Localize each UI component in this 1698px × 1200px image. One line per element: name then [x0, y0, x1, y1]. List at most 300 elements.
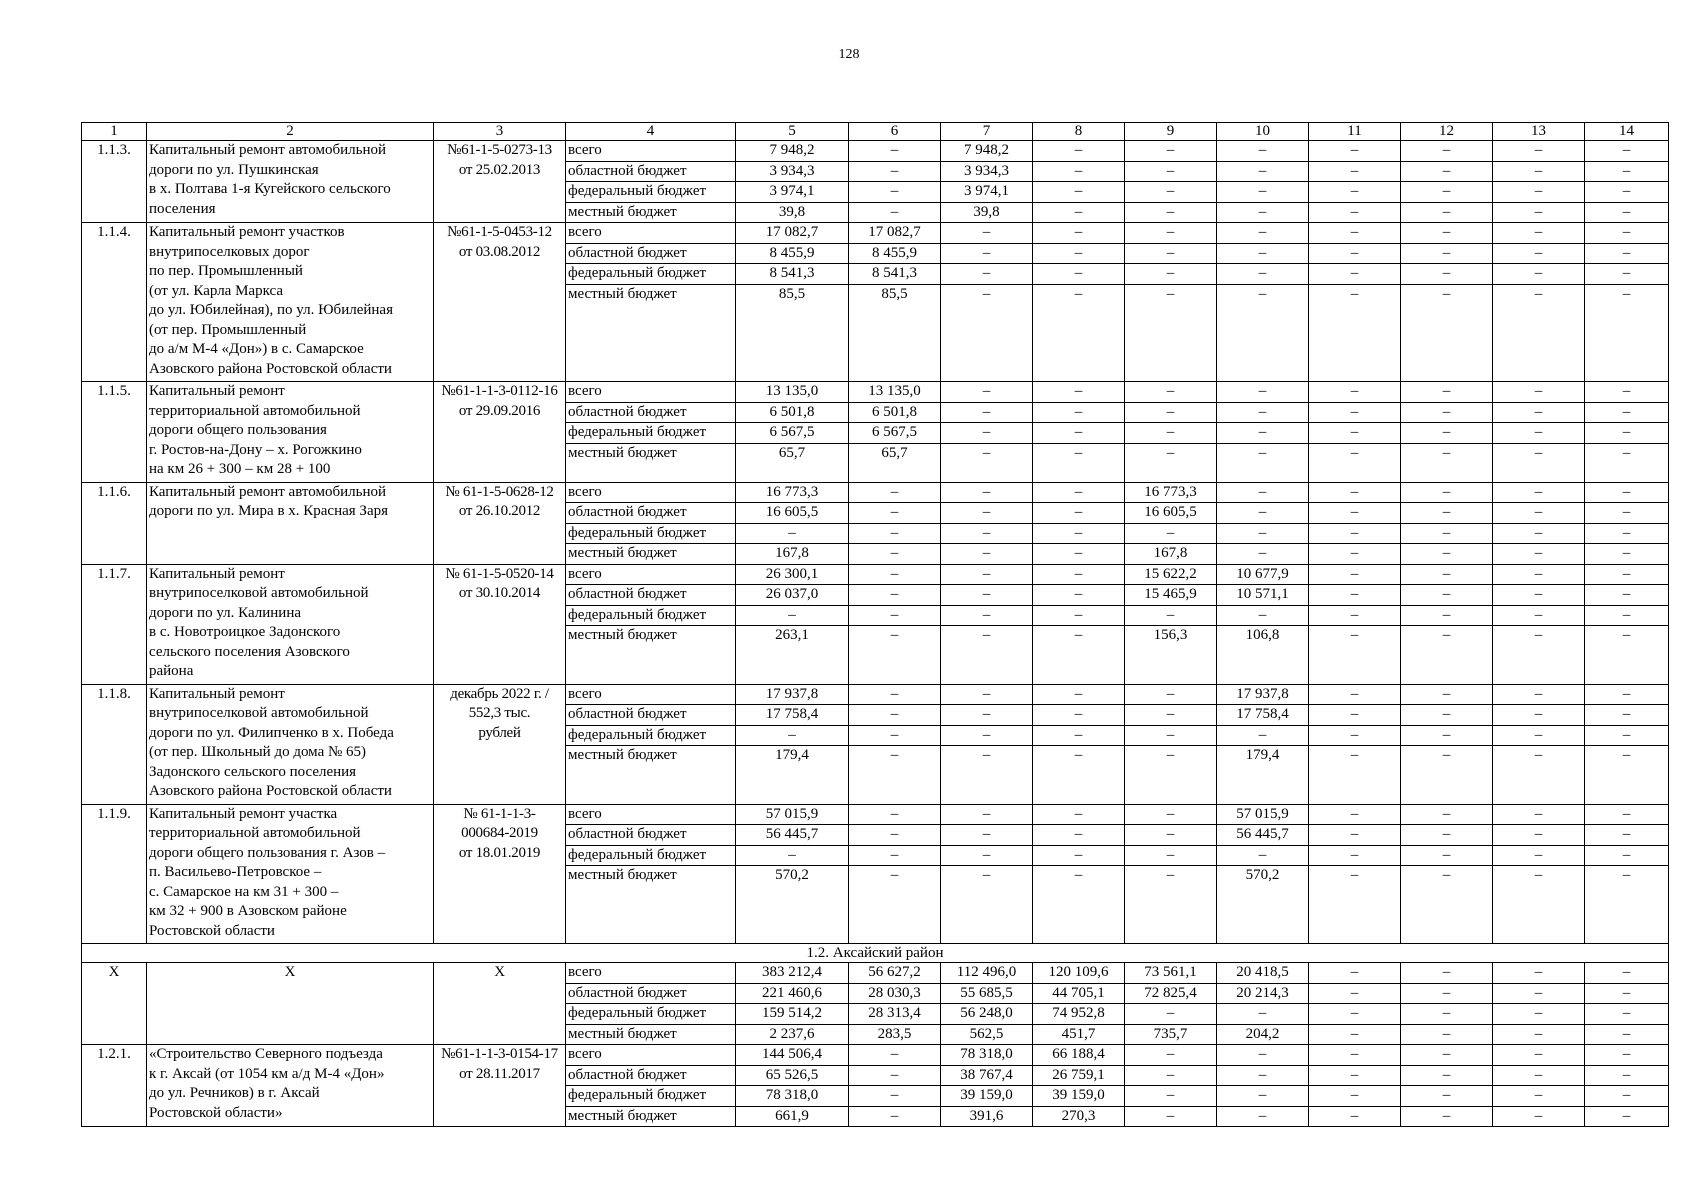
- value-cell: –: [1309, 243, 1401, 264]
- text-line: до ул. Речников) в г. Аксай: [149, 1085, 320, 1101]
- table-row: [82, 223, 1669, 244]
- value-cell: –: [1125, 725, 1217, 746]
- value-cell: –: [1493, 804, 1585, 825]
- column-number-1: 1: [82, 123, 147, 141]
- table-row: [82, 382, 1669, 403]
- item-name: [147, 223, 434, 382]
- value-cell: –: [1125, 523, 1217, 544]
- value-cell: –: [1309, 402, 1401, 423]
- funding-source: местный бюджет: [566, 544, 736, 565]
- value-cell: –: [1401, 705, 1493, 726]
- value-cell: –: [1217, 845, 1309, 866]
- text-line: от 28.11.2017: [459, 1065, 540, 1082]
- value-cell: –: [1217, 503, 1309, 524]
- text-line: Капитальный ремонт автомобильной: [149, 142, 387, 158]
- value-cell: –: [1309, 223, 1401, 244]
- item-document: [434, 141, 566, 223]
- value-cell: –: [1217, 482, 1309, 503]
- funding-source: федеральный бюджет: [566, 845, 736, 866]
- value-cell: 38 767,4: [941, 1065, 1033, 1086]
- value-cell: 7 948,2: [941, 141, 1033, 162]
- value-cell: 156,3: [1125, 626, 1217, 685]
- value-cell: –: [1033, 866, 1125, 944]
- value-cell: –: [849, 202, 941, 223]
- funding-source: областной бюджет: [566, 705, 736, 726]
- value-cell: 17 937,8: [736, 684, 849, 705]
- value-cell: –: [1585, 963, 1669, 984]
- value-cell: –: [1309, 141, 1401, 162]
- value-cell: 56 445,7: [736, 825, 849, 846]
- value-cell: –: [1493, 141, 1585, 162]
- value-cell: 2 237,6: [736, 1024, 849, 1045]
- item-document: [434, 684, 566, 804]
- value-cell: 3 934,3: [941, 161, 1033, 182]
- value-cell: 15 622,2: [1125, 564, 1217, 585]
- text-line: дороги общего пользования г. Азов –: [149, 844, 386, 861]
- text-line: г. Ростов-на-Дону – х. Рогожкино: [149, 441, 362, 458]
- funding-source: местный бюджет: [566, 443, 736, 482]
- column-number-5: 5: [736, 123, 849, 141]
- text-line: по пер. Промышленный: [149, 263, 303, 279]
- value-cell: 167,8: [1125, 544, 1217, 565]
- value-cell: –: [1585, 423, 1669, 444]
- value-cell: –: [1309, 585, 1401, 606]
- value-cell: –: [849, 825, 941, 846]
- value-cell: –: [1217, 182, 1309, 203]
- text-line: дороги по ул. Пушкинская: [149, 161, 319, 178]
- value-cell: –: [1401, 264, 1493, 285]
- value-cell: –: [941, 503, 1033, 524]
- value-cell: –: [1585, 1004, 1669, 1025]
- value-cell: 270,3: [1033, 1106, 1125, 1127]
- value-cell: –: [1033, 705, 1125, 726]
- value-cell: –: [1309, 482, 1401, 503]
- table-row: [82, 482, 1669, 503]
- value-cell: 85,5: [736, 284, 849, 382]
- value-cell: –: [1493, 223, 1585, 244]
- value-cell: –: [1493, 1024, 1585, 1045]
- value-cell: 78 318,0: [941, 1045, 1033, 1066]
- value-cell: –: [1033, 544, 1125, 565]
- item-document: [434, 223, 566, 382]
- item-document: [434, 1045, 566, 1127]
- text-line: Ростовской области»: [149, 1104, 283, 1121]
- value-cell: –: [941, 866, 1033, 944]
- value-cell: –: [1309, 845, 1401, 866]
- value-cell: –: [1125, 1045, 1217, 1066]
- value-cell: –: [1309, 825, 1401, 846]
- value-cell: 17 758,4: [1217, 705, 1309, 726]
- value-cell: –: [1309, 182, 1401, 203]
- value-cell: –: [1217, 725, 1309, 746]
- value-cell: –: [1217, 202, 1309, 223]
- value-cell: –: [849, 1086, 941, 1107]
- value-cell: –: [941, 382, 1033, 403]
- value-cell: –: [941, 725, 1033, 746]
- value-cell: –: [1125, 382, 1217, 403]
- value-cell: –: [1309, 684, 1401, 705]
- value-cell: –: [1217, 443, 1309, 482]
- value-cell: –: [1493, 264, 1585, 285]
- text-line: до ул. Юбилейная), по ул. Юбилейная: [149, 302, 393, 318]
- value-cell: 56 248,0: [941, 1004, 1033, 1025]
- text-line: № 61-1-5-0628-12: [445, 483, 554, 500]
- value-cell: –: [1125, 825, 1217, 846]
- value-cell: –: [1125, 1004, 1217, 1025]
- section-title: 1.2. Аксайский район: [82, 944, 1669, 963]
- item-number: 1.1.7.: [82, 564, 147, 684]
- item-name: [147, 804, 434, 944]
- value-cell: –: [1585, 1086, 1669, 1107]
- text-line: дороги по ул. Калинина: [149, 604, 302, 621]
- value-cell: –: [1585, 503, 1669, 524]
- text-line: (от пер. Школьный до дома № 65): [149, 744, 367, 760]
- value-cell: 6 501,8: [849, 402, 941, 423]
- value-cell: –: [941, 825, 1033, 846]
- item-number: 1.1.3.: [82, 141, 147, 223]
- value-cell: –: [1493, 983, 1585, 1004]
- value-cell: –: [1401, 825, 1493, 846]
- value-cell: –: [1401, 382, 1493, 403]
- item-number: 1.1.4.: [82, 223, 147, 382]
- value-cell: 13 135,0: [736, 382, 849, 403]
- value-cell: –: [1033, 382, 1125, 403]
- value-cell: –: [1401, 1106, 1493, 1127]
- item-number: 1.1.6.: [82, 482, 147, 564]
- value-cell: –: [1125, 746, 1217, 805]
- value-cell: –: [1493, 544, 1585, 565]
- value-cell: –: [849, 804, 941, 825]
- column-number-13: 13: [1493, 123, 1585, 141]
- value-cell: 66 188,4: [1033, 1045, 1125, 1066]
- item-document: [434, 963, 566, 1045]
- funding-source: местный бюджет: [566, 1106, 736, 1127]
- value-cell: –: [1493, 585, 1585, 606]
- value-cell: –: [1125, 684, 1217, 705]
- value-cell: 661,9: [736, 1106, 849, 1127]
- text-line: внутрипоселковой автомобильной: [149, 585, 369, 601]
- value-cell: –: [1401, 223, 1493, 244]
- value-cell: –: [1125, 264, 1217, 285]
- value-cell: –: [1493, 825, 1585, 846]
- value-cell: –: [1401, 564, 1493, 585]
- value-cell: –: [1125, 284, 1217, 382]
- item-document: [434, 804, 566, 944]
- value-cell: –: [1401, 243, 1493, 264]
- value-cell: –: [1401, 503, 1493, 524]
- value-cell: –: [1401, 626, 1493, 685]
- value-cell: 13 135,0: [849, 382, 941, 403]
- value-cell: 78 318,0: [736, 1086, 849, 1107]
- text-line: № 61-1-1-3-: [463, 805, 536, 822]
- value-cell: –: [1401, 544, 1493, 565]
- value-cell: –: [849, 523, 941, 544]
- value-cell: –: [1217, 141, 1309, 162]
- value-cell: 57 015,9: [1217, 804, 1309, 825]
- column-number-4: 4: [566, 123, 736, 141]
- funding-source: областной бюджет: [566, 983, 736, 1004]
- value-cell: –: [1033, 523, 1125, 544]
- column-number-7: 7: [941, 123, 1033, 141]
- value-cell: –: [941, 423, 1033, 444]
- text-line: от 29.09.2016: [458, 402, 541, 419]
- value-cell: 204,2: [1217, 1024, 1309, 1045]
- text-line: Х: [494, 964, 505, 980]
- value-cell: –: [1309, 503, 1401, 524]
- funding-source: местный бюджет: [566, 866, 736, 944]
- text-line: Капитальный ремонт: [149, 565, 285, 582]
- value-cell: –: [941, 482, 1033, 503]
- value-cell: –: [849, 585, 941, 606]
- value-cell: 120 109,6: [1033, 963, 1125, 984]
- text-line: км 32 + 900 в Азовском районе: [149, 903, 347, 919]
- value-cell: –: [1585, 402, 1669, 423]
- value-cell: 10 571,1: [1217, 585, 1309, 606]
- value-cell: –: [1401, 1004, 1493, 1025]
- text-line: декабрь 2022 г. /: [450, 685, 549, 702]
- value-cell: –: [1309, 746, 1401, 805]
- value-cell: –: [1125, 443, 1217, 482]
- funding-source: местный бюджет: [566, 1024, 736, 1045]
- text-line: п. Васильево-Петровское –: [149, 864, 322, 880]
- value-cell: –: [1585, 284, 1669, 382]
- value-cell: 85,5: [849, 284, 941, 382]
- value-cell: –: [1125, 182, 1217, 203]
- value-cell: –: [1585, 746, 1669, 805]
- value-cell: 56 627,2: [849, 963, 941, 984]
- funding-source: федеральный бюджет: [566, 1086, 736, 1107]
- text-line: от 25.02.2013: [458, 161, 541, 178]
- value-cell: –: [1585, 141, 1669, 162]
- value-cell: –: [1401, 523, 1493, 544]
- value-cell: –: [849, 161, 941, 182]
- value-cell: 179,4: [1217, 746, 1309, 805]
- funding-source: областной бюджет: [566, 585, 736, 606]
- value-cell: –: [1585, 382, 1669, 403]
- value-cell: 6 501,8: [736, 402, 849, 423]
- value-cell: –: [849, 605, 941, 626]
- value-cell: 28 313,4: [849, 1004, 941, 1025]
- value-cell: 17 937,8: [1217, 684, 1309, 705]
- text-line: №61-1-5-0273-13: [447, 142, 552, 158]
- text-line: Капитальный ремонт участков: [149, 224, 345, 240]
- text-line: 552,3 тыс.: [468, 705, 531, 721]
- value-cell: 17 082,7: [849, 223, 941, 244]
- value-cell: –: [1585, 605, 1669, 626]
- value-cell: 39 159,0: [941, 1086, 1033, 1107]
- value-cell: 17 758,4: [736, 705, 849, 726]
- funding-source: областной бюджет: [566, 402, 736, 423]
- text-line: на км 26 + 300 – км 28 + 100: [149, 461, 331, 477]
- value-cell: –: [1033, 503, 1125, 524]
- value-cell: –: [1217, 243, 1309, 264]
- value-cell: –: [1125, 804, 1217, 825]
- value-cell: –: [1401, 202, 1493, 223]
- value-cell: –: [1493, 523, 1585, 544]
- value-cell: –: [1033, 684, 1125, 705]
- value-cell: –: [1309, 284, 1401, 382]
- funding-source: всего: [566, 1045, 736, 1066]
- text-line: Х: [284, 964, 296, 980]
- value-cell: –: [1401, 605, 1493, 626]
- value-cell: 26 759,1: [1033, 1065, 1125, 1086]
- value-cell: –: [1033, 564, 1125, 585]
- value-cell: –: [1401, 1065, 1493, 1086]
- value-cell: –: [1125, 605, 1217, 626]
- value-cell: 167,8: [736, 544, 849, 565]
- funding-source: всего: [566, 963, 736, 984]
- value-cell: –: [1309, 382, 1401, 403]
- value-cell: 28 030,3: [849, 983, 941, 1004]
- text-line: сельского поселения Азовского: [149, 643, 350, 660]
- value-cell: –: [1493, 161, 1585, 182]
- value-cell: –: [1125, 402, 1217, 423]
- value-cell: –: [1585, 443, 1669, 482]
- value-cell: 39,8: [941, 202, 1033, 223]
- value-cell: –: [1309, 1004, 1401, 1025]
- value-cell: –: [1033, 182, 1125, 203]
- text-line: 000684-2019: [461, 825, 538, 841]
- value-cell: –: [1033, 402, 1125, 423]
- funding-source: всего: [566, 482, 736, 503]
- value-cell: 3 974,1: [736, 182, 849, 203]
- value-cell: 6 567,5: [849, 423, 941, 444]
- value-cell: 20 214,3: [1217, 983, 1309, 1004]
- funding-source: федеральный бюджет: [566, 523, 736, 544]
- value-cell: –: [1493, 284, 1585, 382]
- funding-source: местный бюджет: [566, 284, 736, 382]
- value-cell: –: [1585, 523, 1669, 544]
- column-number-row: [82, 123, 1669, 141]
- funding-source: местный бюджет: [566, 202, 736, 223]
- value-cell: –: [1033, 423, 1125, 444]
- value-cell: –: [1033, 161, 1125, 182]
- funding-source: федеральный бюджет: [566, 725, 736, 746]
- text-line: от 30.10.2014: [458, 585, 541, 601]
- funding-source: федеральный бюджет: [566, 1004, 736, 1025]
- value-cell: 106,8: [1217, 626, 1309, 685]
- value-cell: –: [1125, 423, 1217, 444]
- text-line: (от пер. Промышленный: [149, 321, 307, 338]
- funding-source: федеральный бюджет: [566, 264, 736, 285]
- value-cell: –: [1493, 382, 1585, 403]
- value-cell: 179,4: [736, 746, 849, 805]
- value-cell: –: [1493, 564, 1585, 585]
- value-cell: –: [849, 141, 941, 162]
- value-cell: –: [1585, 243, 1669, 264]
- value-cell: –: [1217, 223, 1309, 244]
- value-cell: –: [1033, 264, 1125, 285]
- value-cell: –: [1585, 804, 1669, 825]
- text-line: Азовского района Ростовской области: [149, 783, 392, 799]
- item-name: [147, 963, 434, 1045]
- funding-source: всего: [566, 382, 736, 403]
- text-line: №61-1-5-0453-12: [447, 224, 552, 240]
- funding-source: всего: [566, 564, 736, 585]
- value-cell: –: [1309, 544, 1401, 565]
- value-cell: –: [1217, 1086, 1309, 1107]
- value-cell: –: [1125, 243, 1217, 264]
- value-cell: –: [1585, 866, 1669, 944]
- value-cell: –: [1493, 202, 1585, 223]
- value-cell: –: [1125, 845, 1217, 866]
- value-cell: 6 567,5: [736, 423, 849, 444]
- value-cell: –: [941, 845, 1033, 866]
- value-cell: –: [1401, 141, 1493, 162]
- text-line: (от ул. Карла Маркса: [149, 282, 283, 299]
- value-cell: –: [1585, 626, 1669, 685]
- value-cell: –: [1401, 866, 1493, 944]
- text-line: от 03.08.2012: [458, 243, 541, 260]
- value-cell: 383 212,4: [736, 963, 849, 984]
- value-cell: 72 825,4: [1125, 983, 1217, 1004]
- page-number: 128: [838, 47, 860, 62]
- text-line: в х. Полтава 1-я Кугейского сельского: [149, 181, 391, 197]
- value-cell: –: [1309, 161, 1401, 182]
- column-number-10: 10: [1217, 123, 1309, 141]
- value-cell: –: [1309, 1045, 1401, 1066]
- value-cell: –: [1217, 161, 1309, 182]
- value-cell: –: [1493, 605, 1585, 626]
- item-number: 1.2.1.: [82, 1045, 147, 1127]
- value-cell: 15 465,9: [1125, 585, 1217, 606]
- value-cell: –: [1493, 746, 1585, 805]
- value-cell: 735,7: [1125, 1024, 1217, 1045]
- value-cell: –: [1401, 161, 1493, 182]
- value-cell: –: [1585, 825, 1669, 846]
- value-cell: –: [1585, 544, 1669, 565]
- value-cell: –: [1033, 223, 1125, 244]
- value-cell: –: [1585, 1045, 1669, 1066]
- text-line: Капитальный ремонт участка: [149, 805, 338, 822]
- item-name: [147, 141, 434, 223]
- text-line: к г. Аксай (от 1054 км а/д М-4 «Дон»: [149, 1065, 385, 1082]
- column-number-6: 6: [849, 123, 941, 141]
- value-cell: –: [1217, 1045, 1309, 1066]
- text-line: рублей: [478, 724, 521, 741]
- value-cell: –: [1585, 725, 1669, 746]
- funding-source: областной бюджет: [566, 825, 736, 846]
- funding-source: федеральный бюджет: [566, 605, 736, 626]
- column-number-11: 11: [1309, 123, 1401, 141]
- value-cell: –: [1309, 626, 1401, 685]
- column-number-2: 2: [147, 123, 434, 141]
- value-cell: –: [941, 746, 1033, 805]
- value-cell: –: [1309, 202, 1401, 223]
- value-cell: –: [1309, 1106, 1401, 1127]
- value-cell: –: [1125, 202, 1217, 223]
- value-cell: 3 974,1: [941, 182, 1033, 203]
- value-cell: –: [1033, 626, 1125, 685]
- value-cell: –: [1309, 264, 1401, 285]
- value-cell: –: [1309, 725, 1401, 746]
- text-line: Капитальный ремонт автомобильной: [149, 483, 387, 500]
- text-line: «Строительство Северного подъезда: [149, 1046, 383, 1062]
- value-cell: –: [1033, 482, 1125, 503]
- value-cell: –: [1493, 243, 1585, 264]
- value-cell: –: [1401, 746, 1493, 805]
- column-number-3: 3: [434, 123, 566, 141]
- value-cell: 16 773,3: [736, 482, 849, 503]
- value-cell: –: [1401, 804, 1493, 825]
- value-cell: 56 445,7: [1217, 825, 1309, 846]
- value-cell: –: [849, 564, 941, 585]
- value-cell: –: [1309, 1024, 1401, 1045]
- value-cell: –: [1217, 1004, 1309, 1025]
- value-cell: 221 460,6: [736, 983, 849, 1004]
- value-cell: –: [1309, 866, 1401, 944]
- item-name: [147, 564, 434, 684]
